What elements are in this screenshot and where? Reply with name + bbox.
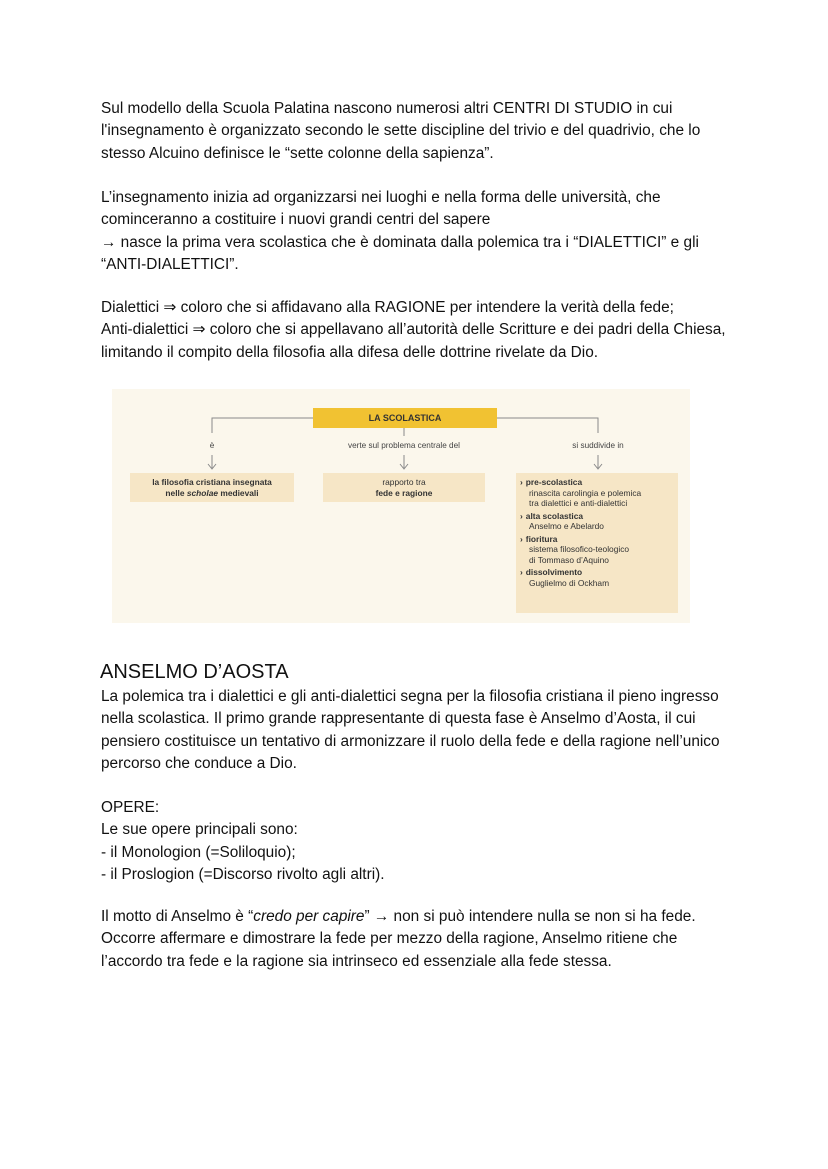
opere-title: OPERE: bbox=[101, 799, 160, 816]
opere-intro: Le sue opere principali sono: bbox=[101, 821, 298, 839]
connector-left bbox=[212, 418, 313, 433]
box-line: rapporto tra bbox=[382, 477, 426, 487]
paragraph-text: Dialettici ⇒ coloro che si affidavano alla RAGIONE per intendere la verità della fede; bbox=[101, 299, 674, 316]
box-text: nelle bbox=[165, 487, 187, 498]
paragraph-text: L’insegnamento inizia ad organizzarsi nei luoghi e nella forma delle università, che cominceranno a costituire i nuovi grandi centri del sapere bbox=[101, 189, 661, 229]
phase-title: pre-scolastica bbox=[525, 477, 583, 487]
box-fede-ragione bbox=[323, 473, 485, 502]
connector-right bbox=[497, 418, 598, 433]
label-suddivide: si suddivide in bbox=[572, 441, 624, 450]
diagram-root: LA SCOLASTICA bbox=[313, 408, 497, 428]
phase-title: alta scolastica bbox=[525, 510, 584, 521]
chevron-right-icon: › bbox=[520, 510, 523, 521]
phase-title: dissolvimento bbox=[525, 567, 583, 577]
phase-desc: rinascita carolingia e polemica bbox=[529, 487, 642, 498]
paragraph-dialettici bbox=[101, 297, 741, 364]
chevron-right-icon: › bbox=[520, 567, 523, 577]
phase-desc: Guglielmo di Ockham bbox=[529, 577, 610, 588]
phase-desc: di Tommaso d’Aquino bbox=[529, 554, 609, 565]
phase-item bbox=[520, 534, 678, 566]
paragraph-motto bbox=[101, 906, 741, 973]
phase-title: fioritura bbox=[525, 533, 558, 544]
label-verte: verte sul problema centrale del bbox=[348, 441, 460, 450]
scolastica-diagram bbox=[112, 389, 690, 623]
opera-item: - il Monologion (=Soliloquio); bbox=[101, 843, 296, 861]
chevron-right-icon: › bbox=[520, 533, 523, 544]
phase-desc: Anselmo e Abelardo bbox=[529, 521, 604, 531]
paragraph-text: → nasce la prima vera scolastica che è dominata dalla polemica tra i “DIALETTICI” e gli “ANTI-DIALETTICI”. bbox=[101, 233, 699, 273]
box-text-em: scholae bbox=[186, 487, 219, 498]
box-phases bbox=[516, 473, 678, 613]
box-line bbox=[130, 488, 294, 499]
opera-item: - il Proslogion (=Discorso rivolto agli altri). bbox=[101, 865, 385, 883]
arrow-down-icon bbox=[208, 455, 216, 469]
section-heading: ANSELMO D’AOSTA bbox=[100, 661, 289, 683]
motto-quote: credo per capire bbox=[253, 908, 365, 925]
phase-item bbox=[520, 567, 678, 588]
paragraph-text: Anti-dialettici ⇒ coloro che si appellavano all’autorità delle Scritture e dei padri della Chiesa, limitando il compito della filosofia alla difesa delle dottrine rivelate da Dio. bbox=[101, 321, 726, 361]
paragraph-anselmo-intro bbox=[101, 686, 741, 775]
arrow-down-icon bbox=[594, 455, 602, 469]
paragraph-text bbox=[101, 906, 741, 973]
paragraph-text: Sul modello della Scuola Palatina nascono numerosi altri CENTRI DI STUDIO in cui l'insegnamento è organizzato secondo le sette discipline del trivio e del quadrivio, che lo stesso Alcuino definisce le “sette colonne della sapienza”. bbox=[101, 100, 701, 162]
phase-item bbox=[520, 511, 678, 532]
paragraph-centri-di-studio bbox=[101, 98, 741, 165]
box-line: fede e ragione bbox=[375, 487, 433, 498]
motto-text: ” → non si può intendere nulla se non si ha fede. Occorre affermare e dimostrare la fede per mezzo della ragione, Anselmo ritiene che l’accordo tra fede e la ragione sia intrinseco ed essenziale alla fede stessa. bbox=[101, 908, 696, 970]
phase-item bbox=[520, 477, 678, 509]
paragraph-text: La polemica tra i dialettici e gli anti-dialettici segna per la filosofia cristiana il pieno ingresso nella scolastica. Il primo grande rappresentante di questa fase è Anselmo d’Aosta, il cui pensiero costituisce un tentativo di armonizzare il ruolo della fede e della ragione nell’unico percorso che conduce a Dio. bbox=[101, 688, 720, 772]
arrow-down-icon bbox=[400, 455, 408, 469]
phase-desc: sistema filosofico-teologico bbox=[529, 544, 630, 554]
opere-block bbox=[101, 797, 741, 886]
box-line: la filosofia cristiana insegnata bbox=[152, 477, 272, 487]
box-filosofia-cristiana bbox=[130, 473, 294, 502]
chevron-right-icon: › bbox=[520, 477, 523, 487]
motto-text: Il motto di Anselmo è “ bbox=[101, 908, 254, 925]
label-e: è bbox=[209, 441, 215, 450]
paragraph-universita bbox=[101, 187, 741, 276]
phase-desc: tra dialettici e anti-dialettici bbox=[529, 498, 628, 508]
box-text: medievali bbox=[218, 487, 259, 498]
